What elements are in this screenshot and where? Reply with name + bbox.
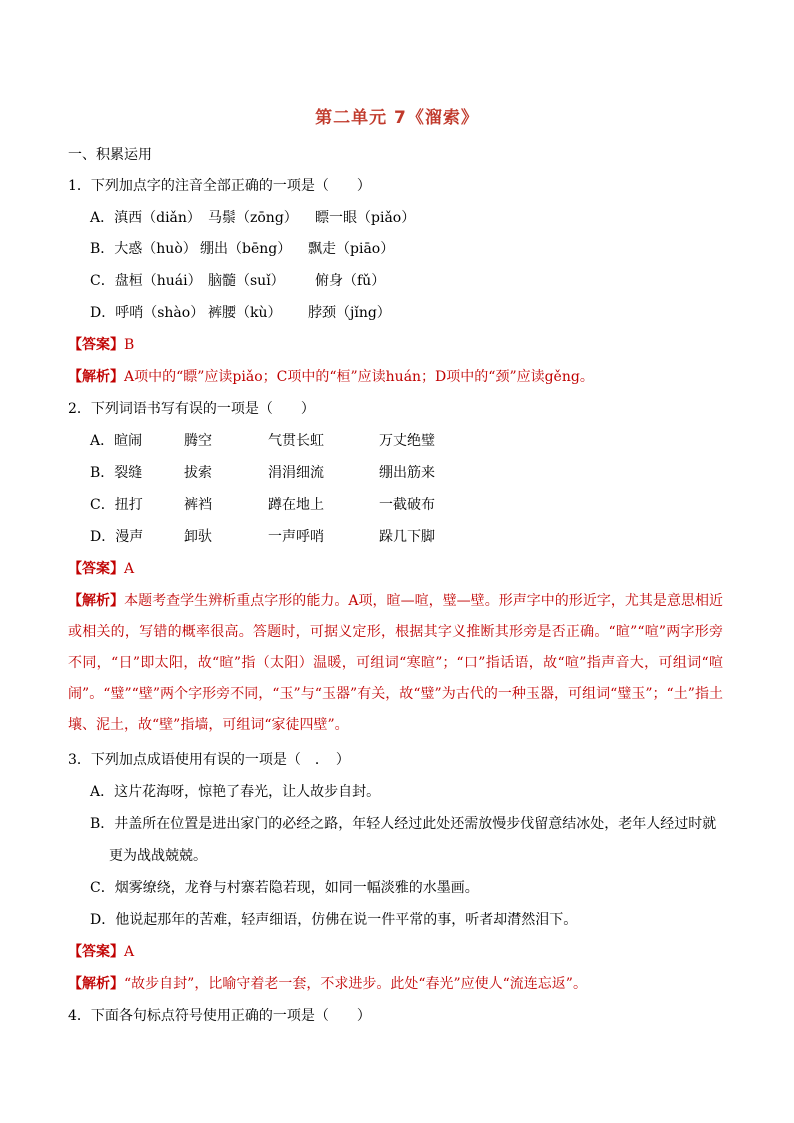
q1-option-c-2: 脑髓（suǐ）	[208, 273, 285, 289]
section-heading: 一、积累运用	[68, 147, 152, 163]
analysis-tag: 【解析】	[68, 593, 125, 609]
q1-option-b-3: 飘走（piāo）	[308, 241, 395, 257]
analysis-tag: 【解析】	[68, 976, 124, 992]
answer-value: B	[124, 337, 135, 353]
answer-value: A	[124, 561, 135, 577]
question-3-stem: 3．下列加点成语使用有误的一项是（ ． ）	[68, 752, 350, 768]
q1-option-c-1: C．盘桓（huái）	[90, 273, 202, 289]
q3-analysis	[68, 974, 587, 994]
q1-option-d-2: 裤腰（kù）	[208, 305, 282, 321]
q2-option-c-2: 裤裆	[184, 497, 212, 513]
answer-tag: 【答案】	[68, 944, 124, 960]
analysis-tag: 【解析】	[68, 369, 124, 385]
q3-option-b: B．井盖所在位置是进出家门的必经之路，年轻人经过此处还需放慢步伐留意结冰处，老年人经过时就	[90, 816, 717, 832]
answer-value: A	[124, 944, 135, 960]
q2-option-b-1: B．裂缝	[90, 465, 143, 481]
q1-option-b-1: B．大惑（huò）	[90, 241, 197, 257]
q3-answer	[68, 942, 134, 962]
q2-option-a-1: A．暄闹	[90, 433, 143, 449]
q3-option-a: A．这片花海呀，惊艳了春光，让人故步自封。	[90, 784, 381, 800]
q1-option-a-2: 马鬃（zōng）	[208, 210, 298, 226]
q1-option-d-1: D．呼哨（shào）	[90, 305, 205, 321]
analysis-text: “故步自封”，比喻守着老一套，不求进步。此处“春光”应使人“流连忘返”。	[124, 976, 587, 992]
q3-option-b-continued: 更为战战兢兢。	[109, 848, 207, 864]
question-4-stem: 4．下面各句标点符号使用正确的一项是（ ）	[68, 1008, 371, 1024]
q2-option-a-3: 气贯长虹	[268, 433, 324, 449]
q1-analysis	[68, 367, 594, 387]
q1-option-c-3: 俯身（fǔ）	[315, 273, 386, 289]
analysis-text: 本题考查学生辨析重点字形的能力。A项，暄—喧，璧—壁。形声字中的形近字，尤其是意思相近或相关的，写错的概率很高。答题时，可据义定形，根据其字义推断其形旁是否正确。“暄”“喧”两字形旁不同，“日”即太阳，故“暄”指（太阳）温暖，可组词“寒暄”；“口”指话语，故“喧”指声音大，可组词“喧闹”。“璧”“壁”两个字形旁不同，“玉”与“玉器”有关，故“璧”为古代的一种玉器，可组词“璧玉”；“土”指土壤、泥土，故“壁”指墙，可组词“家徒四壁”。	[68, 593, 723, 733]
q2-option-d-2: 卸驮	[184, 529, 212, 545]
q2-option-b-4: 绷出筋来	[379, 465, 435, 481]
q2-answer	[68, 559, 134, 579]
q1-option-b-2: 绷出（bēng）	[200, 241, 292, 257]
answer-tag: 【答案】	[68, 337, 124, 353]
q2-option-c-3: 蹲在地上	[268, 497, 324, 513]
q2-option-c-4: 一截破布	[379, 497, 435, 513]
q2-option-a-4: 万丈绝璧	[379, 433, 435, 449]
q1-option-d-3: 脖颈（jǐng）	[308, 305, 391, 321]
q1-answer	[68, 335, 134, 355]
q2-option-d-4: 跺几下脚	[379, 529, 435, 545]
q3-option-c: C．烟雾缭绕，龙脊与村寨若隐若现，如同一幅淡雅的水墨画。	[90, 880, 479, 896]
page-title: 第二单元 7《溜索》	[315, 108, 479, 128]
q2-option-d-1: D．漫声	[90, 529, 144, 545]
q2-option-d-3: 一声呼哨	[268, 529, 324, 545]
answer-tag: 【答案】	[68, 561, 124, 577]
q2-option-b-3: 涓涓细流	[268, 465, 324, 481]
q1-option-a-1: A．滇西（diǎn）	[90, 210, 201, 226]
q2-option-b-2: 拔索	[184, 465, 212, 481]
question-2-stem: 2．下列词语书写有误的一项是（ ）	[68, 401, 315, 417]
q2-option-c-1: C．扭打	[90, 497, 143, 513]
q1-option-a-3: 瞟一眼（piǎo）	[315, 210, 416, 226]
q2-option-a-2: 腾空	[184, 433, 212, 449]
q3-option-d: D．他说起那年的苦难，轻声细语，仿佛在说一件平常的事，听者却潸然泪下。	[90, 912, 578, 928]
analysis-text: A项中的“瞟”应读piǎo；C项中的“桓”应读huán；D项中的“颈”应读gěng。	[124, 369, 594, 385]
q2-analysis	[68, 586, 723, 741]
question-1-stem: 1．下列加点字的注音全部正确的一项是（ ）	[68, 178, 371, 194]
